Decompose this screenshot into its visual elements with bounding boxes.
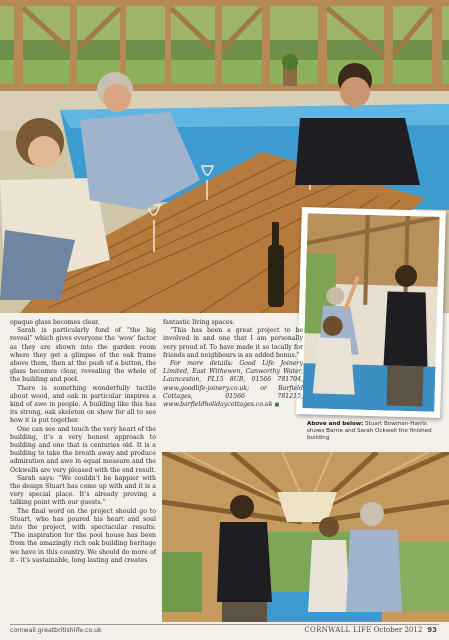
page-number: 93: [427, 626, 437, 634]
page-footer: [0, 624, 449, 640]
end-mark-icon: ■: [274, 402, 280, 409]
footer-divider: [10, 624, 439, 625]
paragraph: fantastic living spaces.: [163, 319, 235, 326]
caption-lead: Above and below:: [307, 421, 364, 427]
photo-caption: [307, 421, 445, 443]
paragraph: One can see and touch the very heart of the building, it’s a very honest approach to building and one that is centuries old. It is a building to take the breath away and produce admiration and awe in equal measure and the Ockwells are very pleased with the end result.: [10, 425, 156, 474]
paragraph: opaque glass becomes clear.: [10, 319, 100, 326]
magazine-name: CORNWALL LIFE: [304, 626, 372, 634]
paragraph: “This has been a great project to be involved in and one that I am personally very proud of. To have made it so locally for friends and neighbours is an added bonus.”: [163, 327, 303, 359]
caption-text: Stuart Bowman-Harris shows Barrie and Sarah Ockwell the finished building: [307, 421, 432, 442]
paragraph: Sarah is particularly fond of “the big reveal” which gives everyone the ‘wow’ factor as they are shown into the garden room where they get a glimpse of the oak frame above them, then at the push of a button, the glass becomes clear, revealing the whole of the building and pool.: [10, 327, 156, 384]
bottom-photo: [162, 452, 449, 622]
paragraph: There is something wonderfully tactile about wood, and oak in particular inspires a kind of awe in people. A building like this has its strong, oak skeleton on show for all to see how it is put together.: [10, 384, 156, 425]
article-column-1: [10, 319, 156, 565]
footer-url[interactable]: cornwall.greatbritishlife.co.uk: [10, 627, 102, 634]
footer-folio: [304, 626, 437, 634]
inset-photo: [302, 213, 439, 412]
contact-details-text: For more details: Good Life Joinery Limited, East Withewen, Canworthy Water, Launceston, PL15 8UB, 01566 781704, www.goodlife-joinery.co.uk; or Barfield Cottages, 01566 781215, www.barfieldholidaycottages.co.uk: [163, 360, 303, 409]
article-column-2: [163, 319, 303, 409]
contact-details: [163, 360, 303, 409]
issue-date: October 2012: [373, 626, 423, 634]
paragraph: Sarah says: “We couldn’t be happier with the design Stuart has come up with and it is a very special place. It’s already proving a talking point with our guests.”: [10, 474, 156, 507]
inset-photo-frame: [296, 207, 446, 418]
paragraph: The final word on the project should go to Stuart, who has poured his heart and soul into the project, with spectacular results: “The inspiration for the pool house has been from the amazingly rich oak building heritage we have in this country. We should do more of it - it’s sustainable, long lasting and creates: [10, 507, 156, 564]
